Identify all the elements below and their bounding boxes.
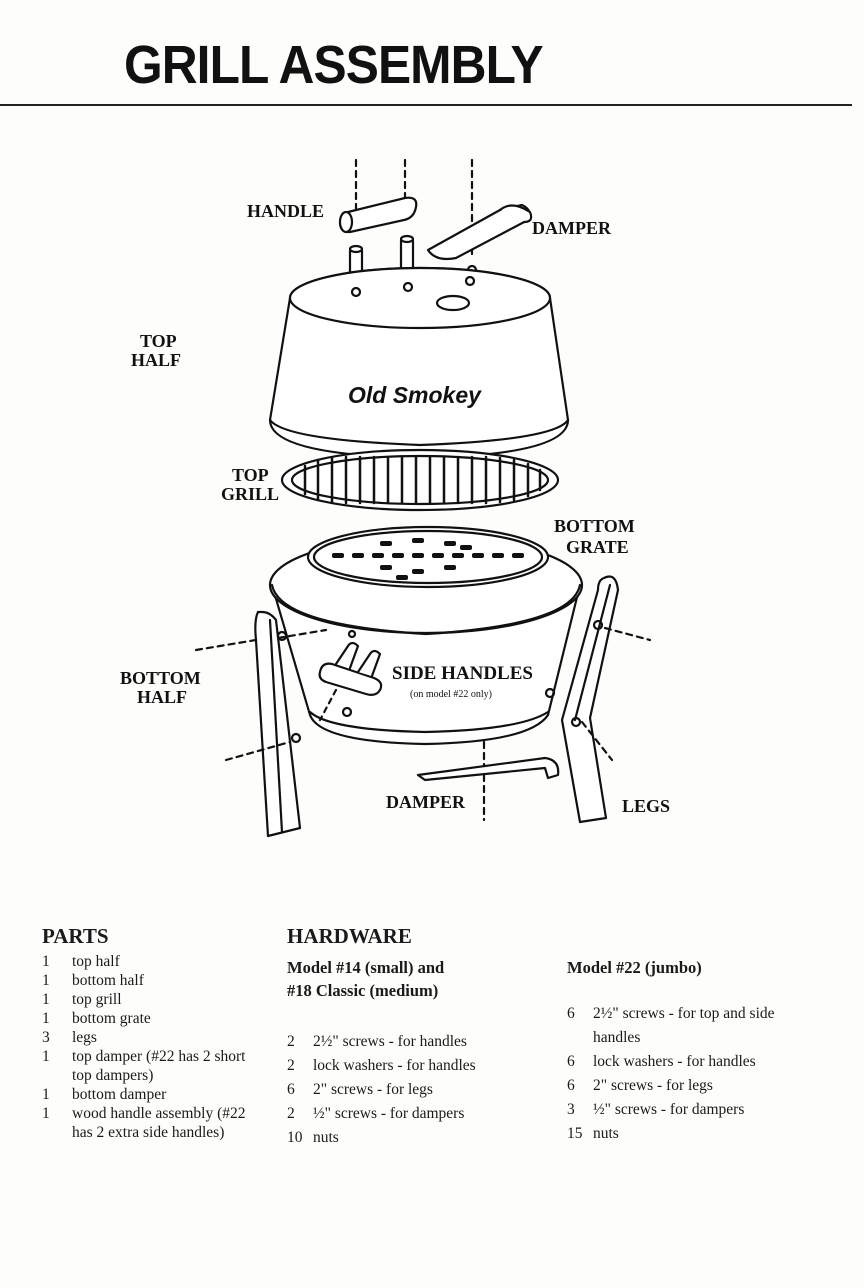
label-top-grill-line1: TOP bbox=[232, 465, 269, 485]
list-item: 1 top half bbox=[42, 953, 120, 970]
model-14-18-hardware-list bbox=[287, 1030, 547, 1150]
list-item: 3 legs bbox=[42, 1029, 97, 1046]
label-legs: LEGS bbox=[622, 796, 671, 816]
label-damper-bottom: DAMPER bbox=[386, 792, 465, 812]
label-bottom-half-line1: BOTTOM bbox=[120, 668, 201, 688]
label-top-half-line2: HALF bbox=[131, 350, 182, 370]
list-item: 6 2½" screws - for top and side handles bbox=[567, 1005, 775, 1046]
label-bottom-grate-line2: GRATE bbox=[566, 537, 629, 557]
list-item: 15 nuts bbox=[567, 1125, 619, 1142]
bottom-half-bowl bbox=[270, 527, 582, 744]
top-grill bbox=[282, 450, 558, 510]
list-item: 1 bottom grate bbox=[42, 1010, 151, 1027]
page-title: GRILL ASSEMBLY bbox=[124, 35, 543, 95]
list-item: 1 bottom damper bbox=[42, 1086, 167, 1103]
label-side-handles-note: (on model #22 only) bbox=[410, 689, 492, 700]
list-item: 6 2" screws - for legs bbox=[567, 1077, 713, 1094]
bottom-damper bbox=[418, 758, 558, 780]
label-handle: HANDLE bbox=[247, 201, 325, 221]
list-item: 1 bottom half bbox=[42, 972, 144, 989]
list-item: 2 ½" screws - for dampers bbox=[287, 1105, 465, 1122]
wood-handle bbox=[340, 198, 416, 232]
label-top-half-line1: TOP bbox=[140, 331, 177, 351]
list-item: 2 lock washers - for handles bbox=[287, 1057, 476, 1074]
model-14-18-title: Model #14 (small) and #18 Classic (medium) bbox=[287, 958, 445, 1000]
list-item: 3 ½" screws - for dampers bbox=[567, 1101, 745, 1118]
list-item: 6 2" screws - for legs bbox=[287, 1081, 433, 1098]
label-top-grill-line2: GRILL bbox=[221, 484, 280, 504]
list-item: 1 top grill bbox=[42, 991, 122, 1008]
list-item: 1 top damper (#22 has 2 short top dampers) bbox=[42, 1048, 246, 1084]
label-bottom-grate-line1: BOTTOM bbox=[554, 516, 635, 536]
list-item: 6 lock washers - for handles bbox=[567, 1053, 756, 1070]
label-bottom-half-line2: HALF bbox=[137, 687, 188, 707]
model-22-hardware-list bbox=[567, 1002, 827, 1146]
top-damper bbox=[428, 205, 531, 259]
model-22-title: Model #22 (jumbo) bbox=[567, 958, 702, 977]
top-half-lid bbox=[270, 268, 568, 458]
label-damper-top: DAMPER bbox=[532, 218, 611, 238]
list-item: 10 nuts bbox=[287, 1129, 339, 1146]
parts-list bbox=[42, 952, 262, 1142]
hardware-heading: HARDWARE bbox=[287, 924, 412, 948]
parts-heading: PARTS bbox=[42, 924, 109, 948]
list-item: 1 wood handle assembly (#22 has 2 extra side handles) bbox=[42, 1105, 246, 1141]
list-item: 2 2½" screws - for handles bbox=[287, 1033, 467, 1050]
bottom-grate bbox=[308, 527, 548, 587]
brand-logo: Old Smokey bbox=[348, 382, 481, 408]
label-side-handles: SIDE HANDLES bbox=[392, 663, 533, 684]
